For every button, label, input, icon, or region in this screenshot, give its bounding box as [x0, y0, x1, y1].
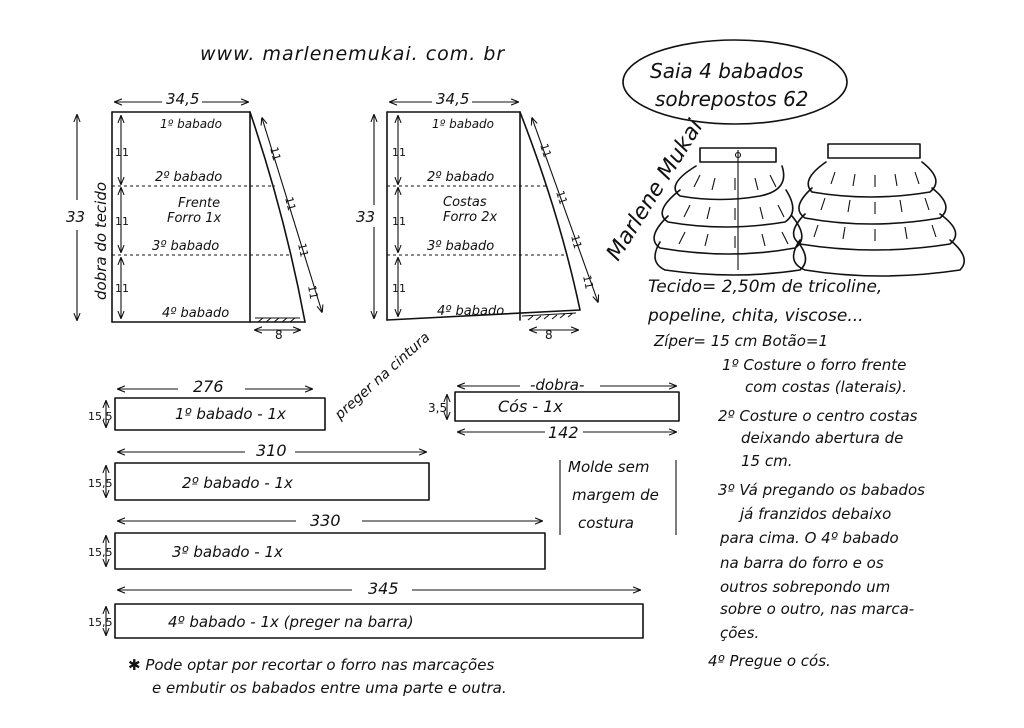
back-section-height: 11: [392, 146, 406, 159]
back-total-height: 33: [356, 208, 376, 226]
step-3-line: sobre o outro, nas marca-: [720, 600, 915, 618]
ruffle-strip-1: [88, 329, 433, 430]
mold-note-line: Molde sem: [568, 458, 650, 476]
sewing-steps: [708, 356, 925, 670]
back-side-mark: 11: [568, 233, 585, 251]
front-total-height: 33: [66, 208, 86, 226]
ruffle-strip-4: [88, 579, 643, 638]
front-side-mark: 11: [295, 241, 311, 259]
step-1-line: com costas (laterais).: [745, 378, 907, 396]
designer-signature: Marlene Mukai: [601, 115, 709, 266]
back-piece-cut: Forro 2x: [443, 210, 498, 225]
waistband-piece: [428, 376, 679, 442]
strip-label: 4º babado - 1x (preger na barra): [168, 613, 414, 631]
title-line-1: Saia 4 babados: [650, 59, 804, 83]
front-lining-piece: [66, 90, 322, 342]
mold-note-line: costura: [578, 514, 634, 532]
strip-label: 2º babado - 1x: [182, 474, 293, 492]
back-top-width: 34,5: [436, 90, 470, 108]
back-side-mark: 11: [537, 141, 554, 160]
step-3-line: ções.: [720, 624, 760, 642]
step-2-line: 2º Costure o centro costas: [718, 407, 918, 425]
front-side-mark: 11: [267, 145, 284, 163]
fabric-line-2: popeline, chita, viscose...: [648, 306, 864, 326]
strip-1-note: preger na cintura: [331, 329, 434, 423]
front-top-width: 34,5: [166, 90, 200, 108]
strip-length: 310: [256, 441, 287, 460]
fabric-line-1: Tecido= 2,50m de tricoline,: [648, 277, 883, 297]
front-ruffle-line: 1º babado: [160, 117, 223, 131]
front-piece-name: Frente: [178, 196, 221, 211]
step-3-line: 3º Vá pregando os babados: [718, 481, 925, 499]
step-2-line: 15 cm.: [741, 452, 793, 470]
front-ruffle-line: 2º babado: [155, 170, 223, 185]
mold-note-line: margem de: [572, 486, 659, 504]
front-hem-extension: 8: [275, 328, 283, 342]
strip-label: 1º babado - 1x: [175, 405, 286, 423]
ruffle-strip-2: [88, 441, 429, 500]
strip-label: 3º babado - 1x: [172, 543, 283, 561]
back-side-mark: 11: [553, 188, 570, 207]
step-1-line: 1º Costure o forro frente: [722, 356, 907, 374]
back-ruffle-line: 3º babado: [427, 239, 495, 254]
fabric-line-3: Zíper= 15 cm Botão=1: [654, 332, 829, 350]
strip-length: 345: [368, 579, 399, 598]
fabric-requirements: [647, 277, 882, 350]
front-piece-cut: Forro 1x: [167, 211, 222, 226]
waistband-height: 3,5: [428, 401, 448, 415]
site-url: www. marlenemukai. com. br: [200, 43, 506, 65]
step-3-line: já franzidos debaixo: [740, 505, 892, 523]
strip-height: 15,5: [88, 616, 113, 629]
waistband-label: Cós - 1x: [498, 397, 563, 416]
strip-height: 15,5: [88, 477, 113, 490]
waistband-fold-label: -dobra-: [530, 376, 585, 394]
back-hem-extension: 8: [545, 328, 553, 342]
back-section-height: 11: [392, 282, 406, 295]
step-3-line: para cima. O 4º babado: [720, 529, 899, 547]
front-section-height: 11: [115, 282, 129, 295]
step-2-line: deixando abertura de: [741, 429, 904, 447]
front-section-height: 11: [115, 146, 129, 159]
back-section-height: 11: [392, 215, 406, 228]
back-ruffle-line: 4º babado: [437, 304, 505, 319]
front-side-mark: 11: [305, 284, 321, 301]
mold-note: [560, 458, 676, 535]
front-section-height: 11: [115, 215, 129, 228]
back-piece-name: Costas: [443, 195, 487, 210]
back-lining-piece: [355, 90, 598, 342]
front-fold-label: dobra do tecido: [92, 181, 110, 300]
front-ruffle-line: 3º babado: [152, 239, 220, 254]
strip-height: 15,5: [88, 546, 113, 559]
step-3-line: outros sobrepondo um: [720, 578, 891, 596]
step-4-line: 4º Pregue o cós.: [708, 652, 831, 670]
waistband-length: 142: [548, 423, 579, 442]
front-side-mark: 11: [282, 195, 299, 213]
step-3-line: na barra do forro e os: [720, 554, 884, 572]
strip-height: 15,5: [88, 410, 113, 423]
strip-length: 330: [310, 511, 341, 530]
strip-length: 276: [193, 377, 224, 396]
footnote-line-1: ✱ Pode optar por recortar o forro nas marcações: [128, 656, 495, 674]
back-ruffle-line: 2º babado: [427, 170, 495, 185]
back-side-mark: 11: [580, 273, 596, 291]
skirt-illustration-back: [794, 144, 965, 276]
title-line-2: sobrepostos 62: [655, 87, 809, 111]
footnote-line-2: e embutir os babados entre uma parte e outra.: [152, 679, 507, 697]
ruffle-strip-3: [88, 511, 545, 569]
front-ruffle-line: 4º babado: [162, 306, 230, 321]
back-ruffle-line: 1º babado: [432, 117, 495, 131]
